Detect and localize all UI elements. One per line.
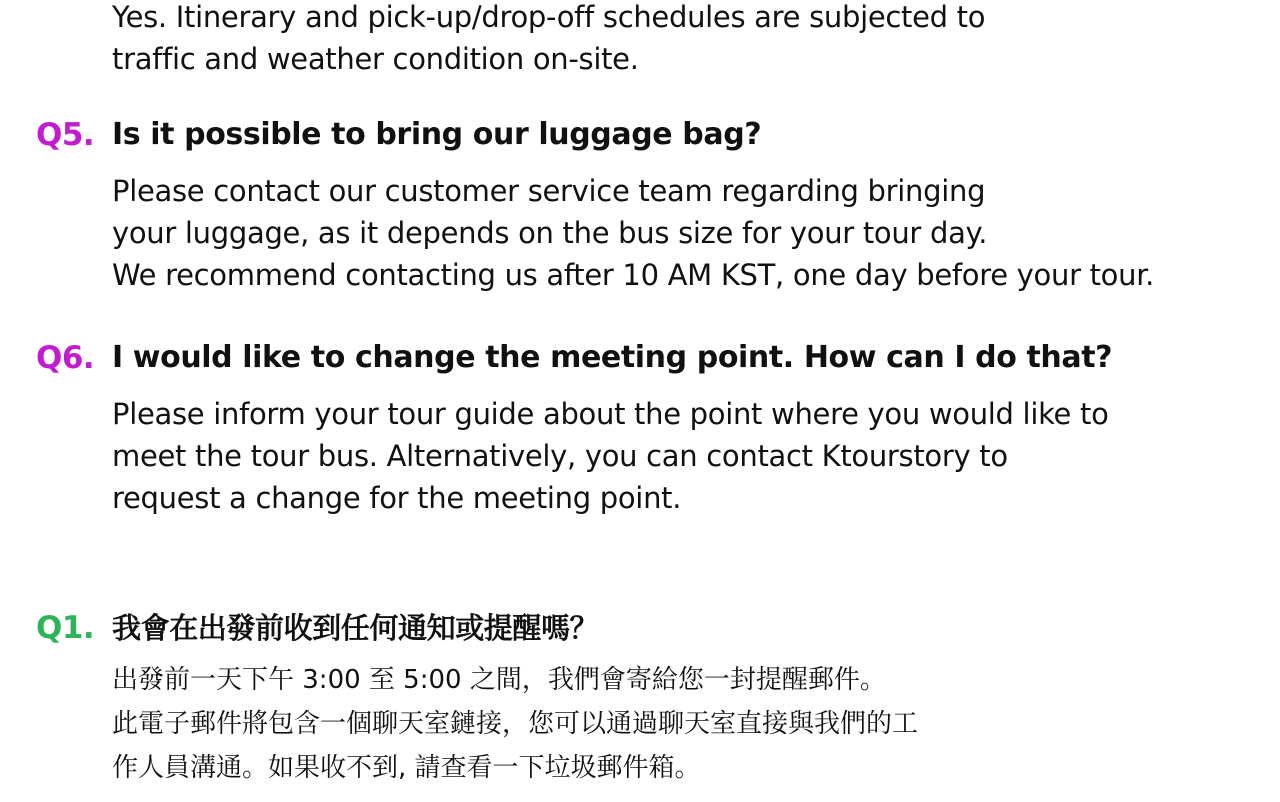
faq-question-q5 bbox=[0, 110, 1280, 160]
answer-line: Yes. Itinerary and pick-up/drop-off schedules are subjected to bbox=[112, 0, 986, 34]
question-label-q6: Q6. bbox=[36, 340, 95, 376]
faq-question-zh-q1 bbox=[0, 603, 1280, 653]
answer-line: meet the tour bus. Alternatively, you can contact Ktourstory to bbox=[112, 439, 1008, 473]
answer-line: traffic and weather condition on-site. bbox=[112, 42, 639, 76]
answer-line: 出發前一天下午 3:00 至 5:00 之間，我們會寄給您一封提醒郵件。 bbox=[112, 665, 886, 695]
question-label-q5: Q5. bbox=[36, 117, 95, 153]
answer-line: your luggage, as it depends on the bus size for your tour day. bbox=[112, 216, 988, 250]
answer-q5 bbox=[112, 170, 1272, 296]
question-text-zh-q1: 我會在出發前收到任何通知或提醒嗎？ bbox=[112, 611, 599, 645]
answer-line: request a change for the meeting point. bbox=[112, 481, 682, 515]
answer-line: 作人員溝通。如果收不到, 請查看一下垃圾郵件箱。 bbox=[112, 753, 701, 783]
answer-line: Please contact our customer service team regarding bringing bbox=[112, 174, 986, 208]
answer-line: We recommend contacting us after 10 AM KST, one day before your tour. bbox=[112, 258, 1155, 292]
answer-q4-continued bbox=[112, 0, 1272, 80]
question-text-q5: Is it possible to bring our luggage bag? bbox=[112, 117, 762, 152]
answer-line: 此電子郵件將包含一個聊天室鏈接，您可以通過聊天室直接與我們的工 bbox=[112, 709, 919, 739]
question-label-zh-q1: Q1. bbox=[36, 610, 95, 646]
answer-q6 bbox=[112, 393, 1272, 519]
question-text-q6: I would like to change the meeting point. How can I do that? bbox=[112, 340, 1113, 375]
faq-question-q6 bbox=[0, 333, 1280, 383]
answer-zh-q1 bbox=[112, 658, 1272, 790]
answer-line: Please inform your tour guide about the point where you would like to bbox=[112, 397, 1109, 431]
